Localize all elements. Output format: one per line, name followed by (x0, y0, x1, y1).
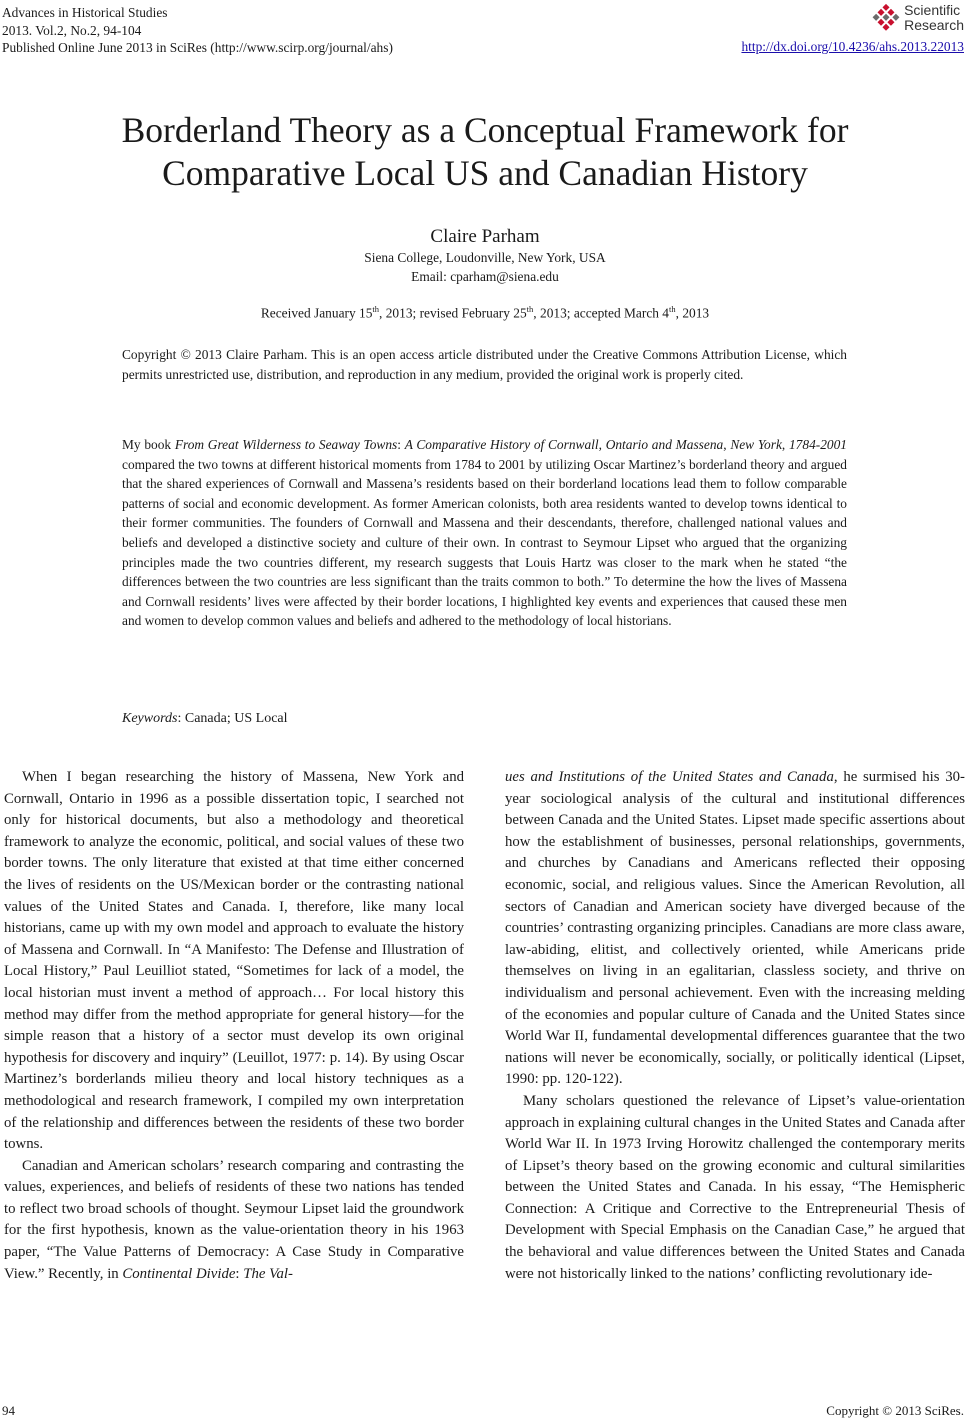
affiliation: Siena College, Loudonville, New York, USA (364, 250, 606, 265)
copyright-notice: Copyright © 2013 Claire Parham. This is an open access article distributed under the Creative Commons Attribution License, which permits unrestricted use, distribution, and reproduction in any medium, provided the original work is properly cited. (122, 347, 847, 382)
paragraph: When I began researching the history of Massena, New York and Cornwall, Ontario in 1996 as a possible dissertation topic, I searched not only for historical documents, but also a methodology and theoretical framework to analyze the economic, political, and social values of these two border towns. The only literature that existed at that time either concerned the lives of residents on the US/Mexican border or the contrasting national values of the United States and Canada. I, therefore, like many local historians, came up with my own model and approach to evaluate the history of Massena and Cornwall. In “A Manifesto: The Defense and Illustration of Local History,” Paul Leuilliot stated, “Sometimes for lack of a model, the local historian must invent a method of approach… For local history this method may differ from the method appropriate for general history—for the simple reason that a history of a sector must develop its own original hypothesis for discovery and inquiry” (Leuillot, 1977: p. 14). By using Oscar Martinez’s borderlands milieu theory and local history techniques as a methodological and research framework, I compiled my own interpretation of the relationship and differences between the residents of these two border towns. (4, 769, 464, 1153)
abstract: My book From Great Wilderness to Seaway Towns: A Comparative History of Cornwall, Ontario and Massena, New York, 1784-2001 compared the two towns at different historical moments from 1784 to 2001 by utilizing Oscar Martinez’s borderland theory and argued that the shared experiences of Cornwall and Massena’s residents based on their borderland locations lead them to follow comparable patterns of social and economic development. As former American colonists, both area residents wanted to develop towns identical to their former communities. The founders of Cornwall and Massena and their descendants, therefore, challenged national values and beliefs and developed a distinctive society and culture of their own. In contrast to Seymour Lipset who argued that the organizing principles made the two countries different, my research suggests that Louis Hartz was closer to the mark when he stated “the differences between the two countries are less significant than the traits common to both.” To determine the how the lives of Massena and Cornwall residents’ lives were affected by their border locations, I highlighted key events and experiences that caused these men and women to develop common values and beliefs and adhered to the methodology of local historians. (122, 437, 848, 629)
received-dates: Received January 15th, 2013; revised February 25th, 2013; accepted March 4th, 2013 (260, 304, 710, 321)
author-name: Claire Parham (430, 226, 540, 247)
keywords: Keywords: Canada; US Local (122, 711, 288, 726)
logo-wordmark: Scientific Research (904, 2, 964, 33)
publisher-logo (871, 1, 964, 35)
paragraph: Many scholars questioned the relevance of Lipset’s value-orientation approach in explaining cultural changes in the United States and Canada after World War II. In 1973 Irving Horowitz challenged the contemporary merits of Lipset’s theory based on the growing economic and cultural similarities between the United States and Canada. In his essay, “The Hemispheric Connection: A Critique and Corrective to the Entrepreneurial Thesis of Development with Special Emphasis on the Canadian Case,” he argued that the behavioral and value differences between the United States and Canada were not historically linked to the nations’ conflicting revolutionary ide- (505, 1092, 965, 1282)
journal-name: Advances in Historical Studies (2, 5, 168, 20)
logo-mark-icon (871, 3, 901, 33)
paragraph: Canadian and American scholars’ research comparing and contrasting the values, experiences, and beliefs of residents of these two nations has tended to reflect two broad schools of thought. Seymour Lipset laid the groundwork for the first hypothesis, known as the value-orientation theory in his 1963 paper, “The Value Patterns of Democracy: A Case Study in Comparative View.” Recently, in Continental Divide: The Val- (4, 1157, 464, 1282)
body-column-right (505, 767, 965, 1285)
running-header (2, 4, 393, 57)
body-column-left (4, 767, 464, 1285)
page-number: 94 (2, 1403, 15, 1418)
paragraph: ues and Institutions of the United States and Canada, he surmised his 30-year sociological analysis of the cultural and institutional differences between Canada and the United States. Lipset made specific assertions about how the establishment of businesses, personal relationships, governments, and churches by Canadians and Americans reflected their opposing economic, social, and religious values. Since the American Revolution, all sectors of Canadian and American society have diverged because of the countries’ contrasting organizing principles. Canadians are more class aware, law-abiding, elitist, and collectively oriented, while Americans pride themselves on living in an egalitarian, classless society, and thrive on individualism and personal achievement. Even with the increasing melding of the economies and popular culture of Canada and the United States since World War II, fundamental developmental differences guarantee that the two nations will never be economically, socially, or politically identical (Lipset, 1990: pp. 120-122). (505, 769, 965, 1088)
journal-volume: 2013. Vol.2, No.2, 94-104 (2, 22, 142, 38)
doi-link[interactable]: http://dx.doi.org/10.4236/ahs.2013.22013 (741, 39, 964, 54)
footer-copyright: Copyright © 2013 SciRes. (826, 1403, 964, 1418)
author-email: Email: cparham@siena.edu (411, 268, 559, 284)
article-title: Borderland Theory as a Conceptual Framework for Comparative Local US and Canadian History (121, 110, 849, 193)
author-affiliation (0, 249, 970, 286)
publication-info: Published Online June 2013 in SciRes (http://www.scirp.org/journal/ahs) (2, 40, 393, 55)
